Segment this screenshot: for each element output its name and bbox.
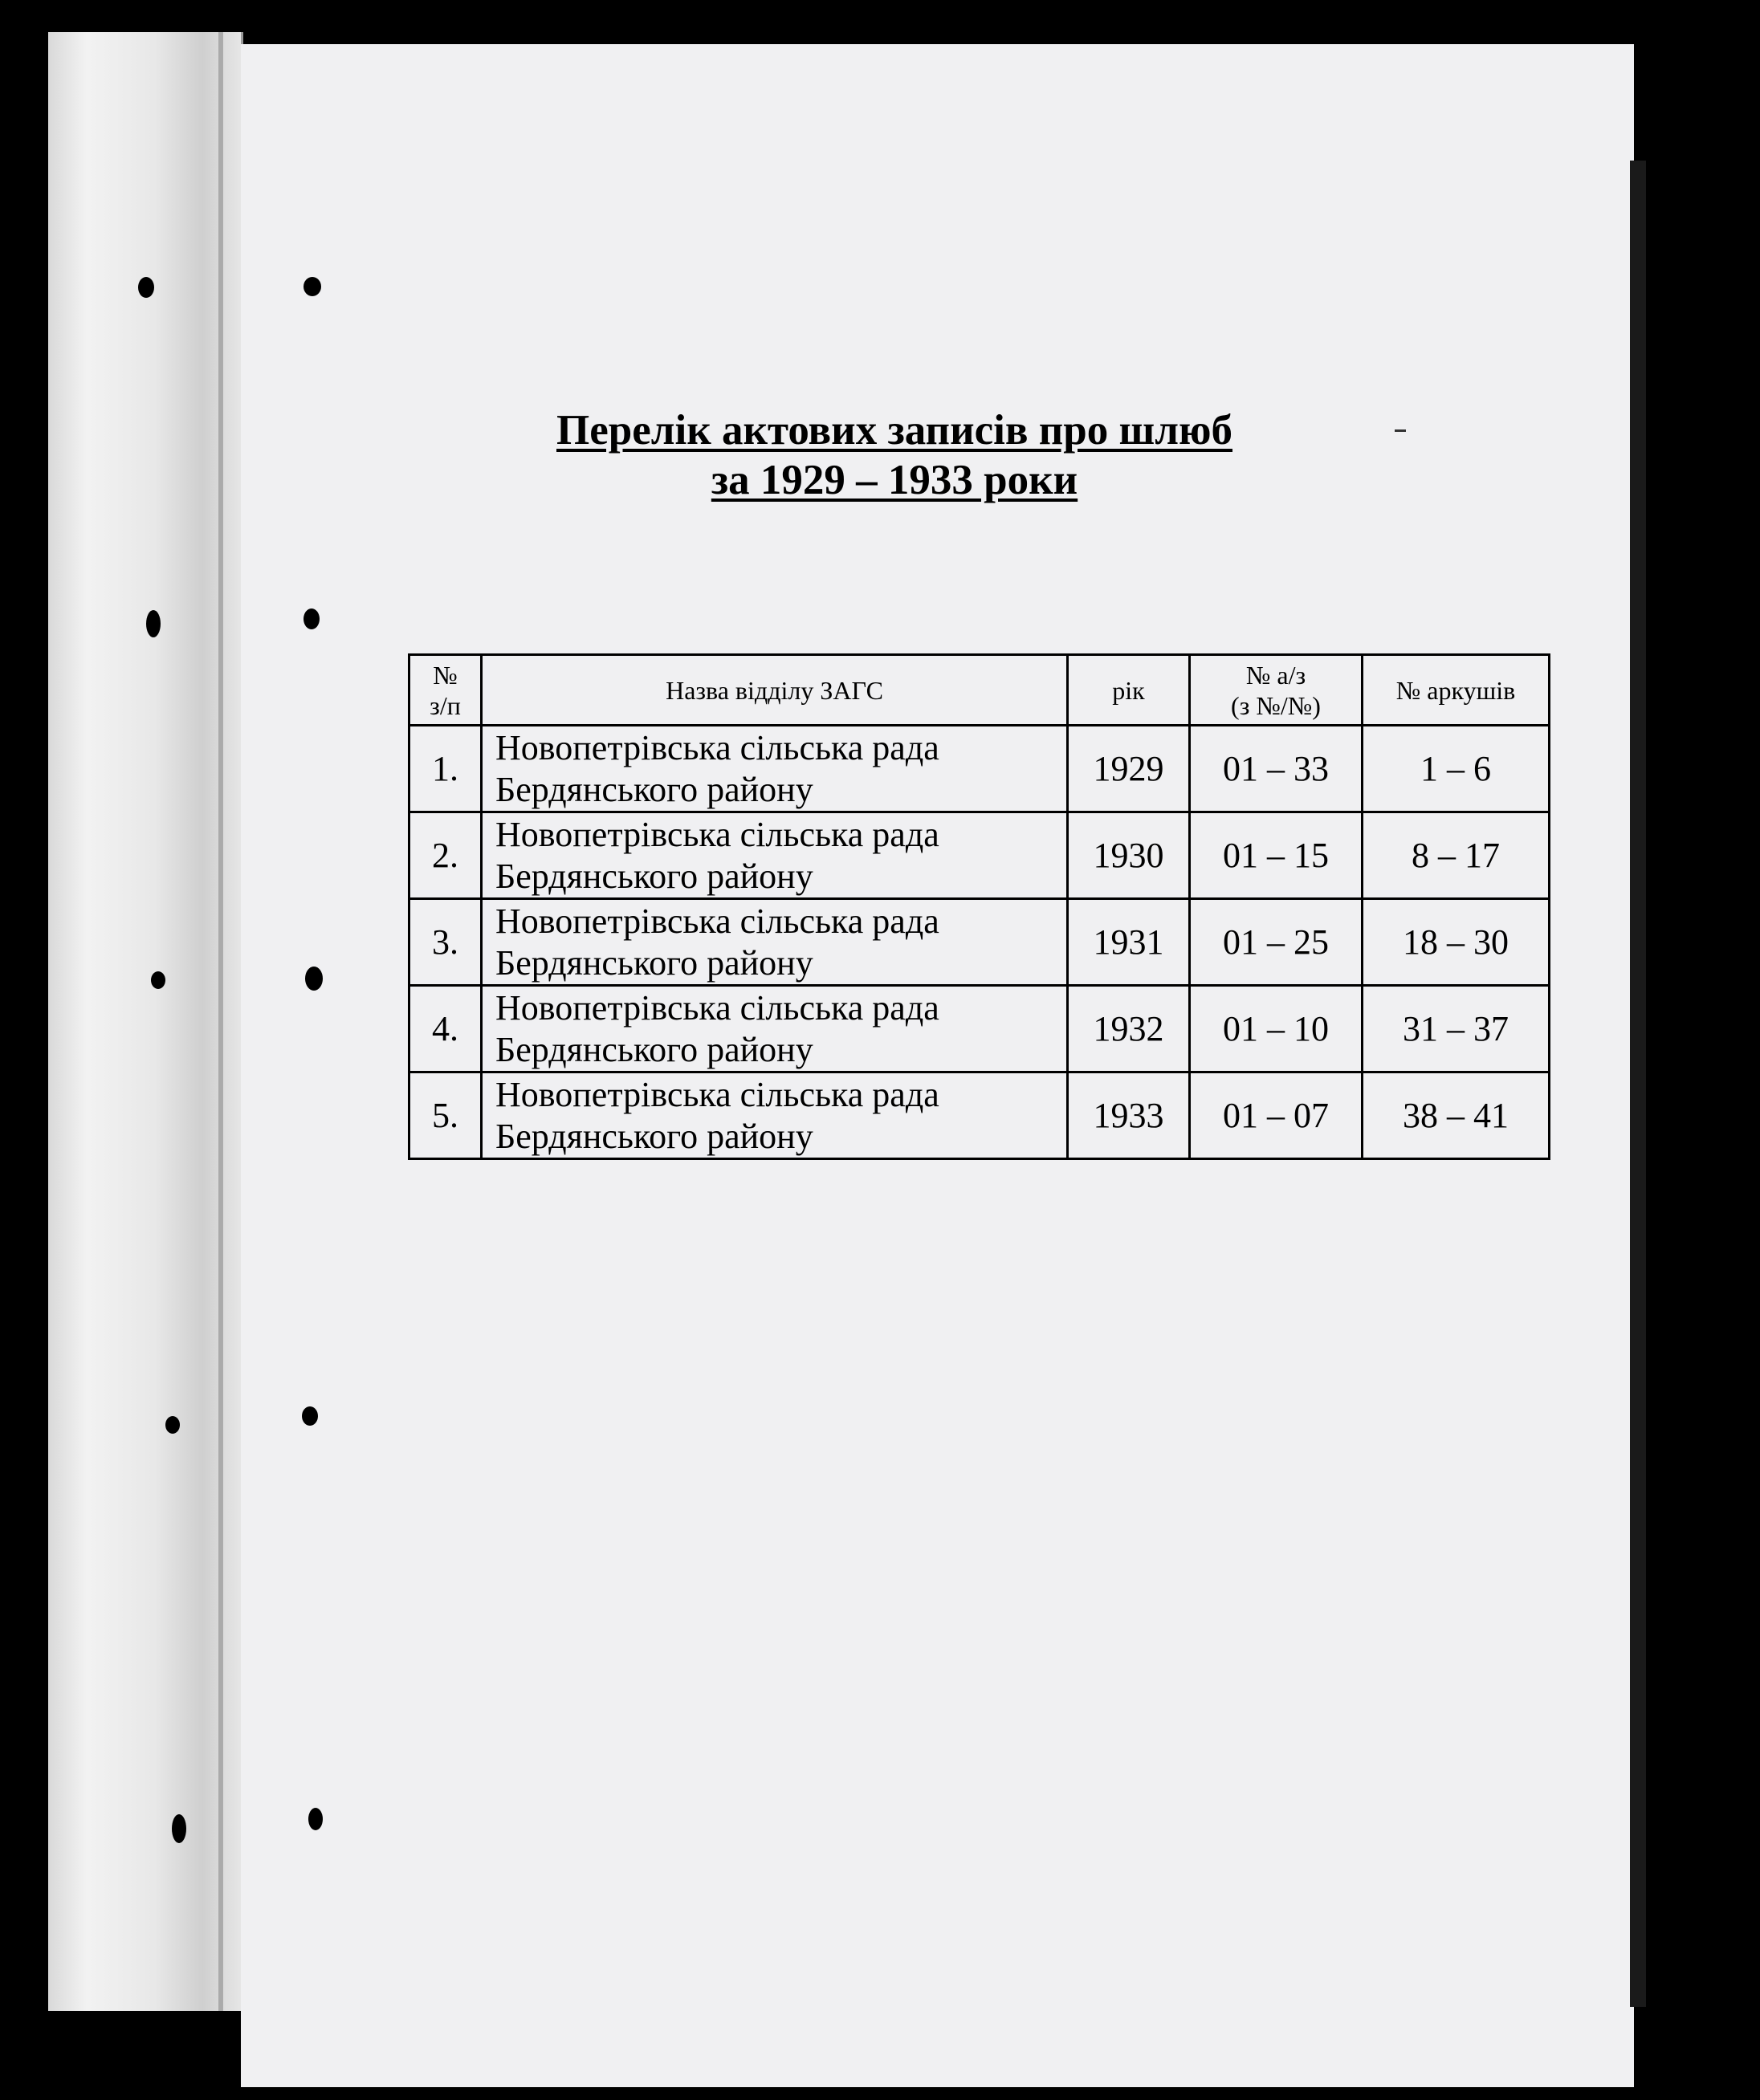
punch-hole [308,1808,323,1830]
punch-hole [165,1416,180,1434]
cell-name-line-1: Новопетрівська сільська рада [495,727,939,767]
cell-number: 2. [409,812,482,899]
title-line-2: за 1929 – 1933 роки [711,457,1078,503]
table-row [409,899,1550,986]
table-header-row [409,655,1550,726]
cell-name [482,986,1068,1072]
cell-name [482,899,1068,986]
table-row [409,726,1550,812]
register-table [408,653,1550,1160]
document-title [241,405,1548,505]
punch-hole [146,610,161,637]
cell-records: 01 – 33 [1190,726,1363,812]
table-row [409,1072,1550,1159]
cell-number: 3. [409,899,482,986]
cell-year: 1931 [1068,899,1190,986]
header-number [409,655,482,726]
page-edge-shadow [1630,161,1646,2007]
header-name: Назва відділу ЗАГС [482,655,1068,726]
punch-hole [151,971,165,989]
cell-name-line-1: Новопетрівська сільська рада [495,814,939,854]
cell-name-line-2: Бердянського району [495,1029,813,1069]
cell-number: 5. [409,1072,482,1159]
header-records-line-2: (з №/№) [1231,690,1321,720]
punch-hole [305,967,323,991]
cell-name-line-2: Бердянського району [495,1116,813,1156]
cell-name [482,1072,1068,1159]
cell-records: 01 – 07 [1190,1072,1363,1159]
cell-records: 01 – 15 [1190,812,1363,899]
cell-year: 1930 [1068,812,1190,899]
cell-name-line-1: Новопетрівська сільська рада [495,987,939,1028]
cell-name [482,812,1068,899]
cell-sheets: 38 – 41 [1363,1072,1550,1159]
punch-hole [302,1406,318,1426]
cell-number: 1. [409,726,482,812]
title-line-1: Перелік актових записів про шлюб [556,407,1232,454]
table-row [409,986,1550,1072]
punch-hole [304,277,321,296]
table-row [409,812,1550,899]
cell-number: 4. [409,986,482,1072]
header-records-line-1: № а/з [1245,660,1306,690]
cell-name-line-1: Новопетрівська сільська рада [495,901,939,941]
cell-records: 01 – 10 [1190,986,1363,1072]
header-sheets: № аркушів [1363,655,1550,726]
binding-fold [218,32,223,2011]
cell-year: 1932 [1068,986,1190,1072]
header-number-line-2: з/п [430,690,461,720]
cell-sheets: 8 – 17 [1363,812,1550,899]
punch-hole [304,608,320,629]
cell-name-line-2: Бердянського району [495,856,813,896]
punch-hole [138,277,154,298]
cell-name [482,726,1068,812]
cell-sheets: 18 – 30 [1363,899,1550,986]
header-year: рік [1068,655,1190,726]
cell-sheets: 31 – 37 [1363,986,1550,1072]
cell-records: 01 – 25 [1190,899,1363,986]
header-records [1190,655,1363,726]
binding-strip [48,32,243,2011]
cell-year: 1933 [1068,1072,1190,1159]
header-number-line-1: № [433,660,458,690]
cell-year: 1929 [1068,726,1190,812]
punch-hole [172,1814,186,1843]
cell-name-line-2: Бердянського району [495,942,813,983]
cell-sheets: 1 – 6 [1363,726,1550,812]
cell-name-line-2: Бердянського району [495,769,813,809]
cell-name-line-1: Новопетрівська сільська рада [495,1074,939,1114]
